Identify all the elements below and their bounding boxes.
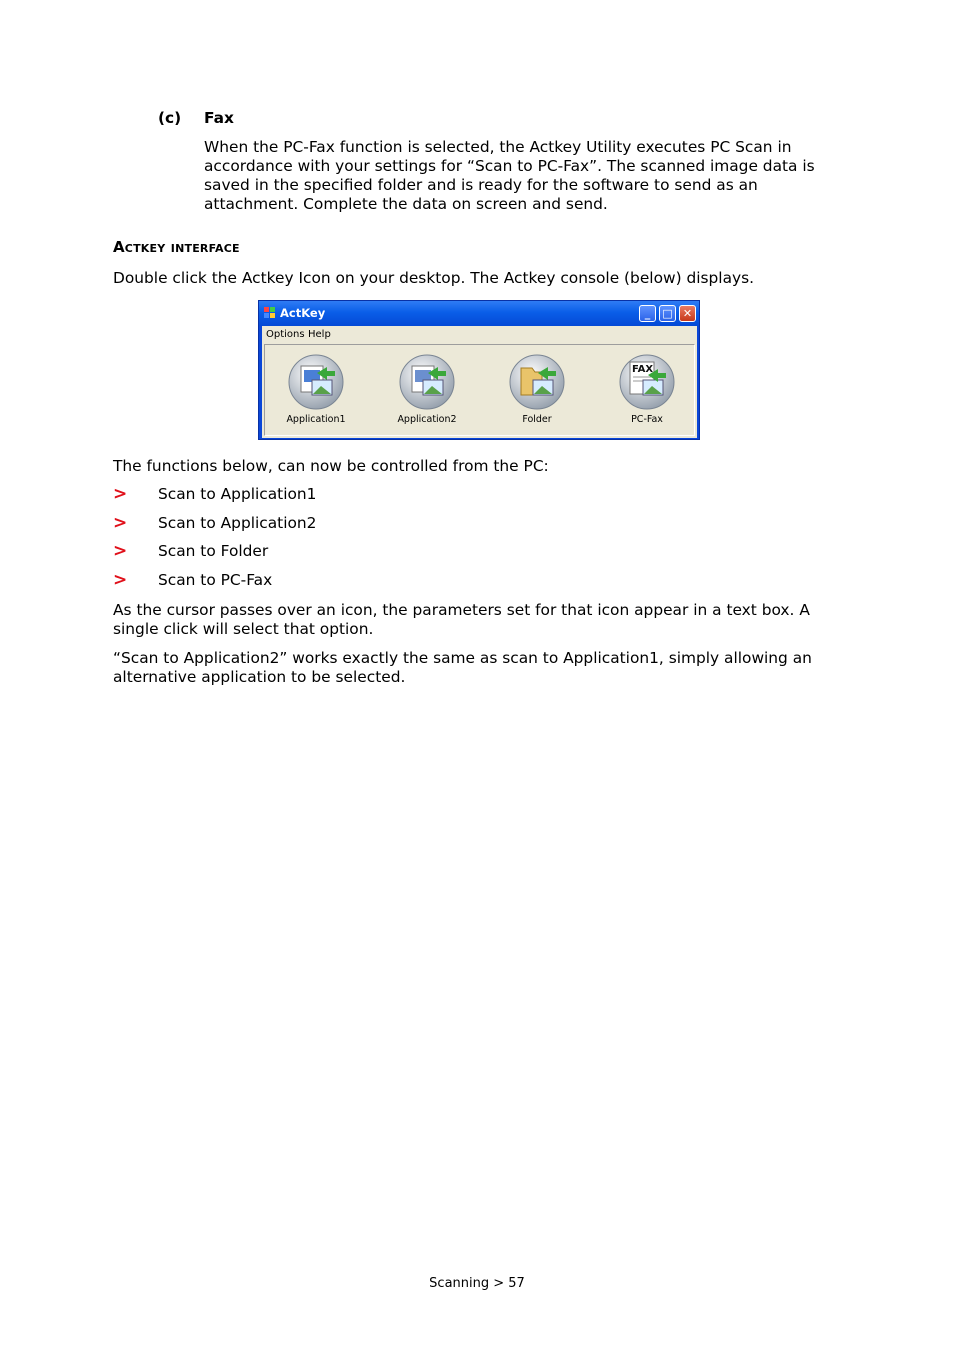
pc-fax-label: PC-Fax bbox=[631, 414, 663, 425]
close-button[interactable]: ✕ bbox=[679, 305, 696, 322]
fax-icon bbox=[618, 353, 676, 411]
page-footer: Scanning > 57 bbox=[429, 1276, 525, 1291]
folder-label: Folder bbox=[522, 414, 552, 425]
bullet-marker: > bbox=[113, 484, 128, 504]
pc-fax-button[interactable] bbox=[602, 353, 692, 433]
application1-label: Application1 bbox=[286, 414, 346, 425]
maximize-button[interactable]: □ bbox=[659, 305, 676, 322]
minimize-button[interactable]: _ bbox=[639, 305, 656, 322]
menu-options[interactable]: Options bbox=[266, 329, 305, 340]
subsection-label: (c) bbox=[158, 109, 182, 127]
fax-badge-text: FAX bbox=[632, 364, 654, 375]
bullet-marker: > bbox=[113, 570, 128, 591]
list-item-text: Scan to Application2 bbox=[158, 513, 317, 532]
menu-bar bbox=[262, 326, 697, 343]
subsection-title: Fax bbox=[204, 109, 234, 127]
tool-panel bbox=[264, 344, 695, 436]
window-client bbox=[262, 326, 697, 438]
functions-intro: The functions below, can now be controlled from the PC: bbox=[113, 457, 549, 475]
application2-note: “Scan to Application2” works exactly the same as scan to Application1, simply allowing an alternative application to be selected. bbox=[113, 649, 812, 686]
application2-label: Application2 bbox=[397, 414, 457, 425]
application1-button[interactable] bbox=[271, 353, 361, 433]
folder-button[interactable] bbox=[492, 353, 582, 433]
bullet-marker: > bbox=[113, 512, 128, 533]
list-item-text: Scan to Application1 bbox=[158, 485, 317, 503]
list-item-text: Scan to PC-Fax bbox=[158, 571, 273, 590]
window-title: ActKey bbox=[280, 306, 326, 320]
title-bar[interactable] bbox=[259, 301, 699, 326]
fax-paragraph: When the PC-Fax function is selected, the Actkey Utility executes PC Scan in accordance with your settings for “Scan to PC-Fax”. The scanned image data is saved in the specified folder and is ready for the software to send as an attachment. Complete the data on screen and send. bbox=[204, 138, 815, 213]
actkey-window bbox=[258, 300, 700, 440]
application1-icon bbox=[287, 353, 345, 411]
actkey-app-icon bbox=[262, 305, 278, 321]
application2-button[interactable] bbox=[382, 353, 472, 433]
folder-icon bbox=[508, 353, 566, 411]
list-item-text: Scan to Folder bbox=[158, 542, 269, 561]
application2-icon bbox=[398, 353, 456, 411]
cursor-note: As the cursor passes over an icon, the parameters set for that icon appear in a text box. A single click will select that option. bbox=[113, 601, 810, 638]
section-heading: Actkey interface bbox=[113, 238, 240, 256]
bullet-marker: > bbox=[113, 541, 128, 562]
intro-paragraph: Double click the Actkey Icon on your desktop. The Actkey console (below) displays. bbox=[113, 269, 755, 287]
menu-help[interactable]: Help bbox=[308, 329, 331, 340]
